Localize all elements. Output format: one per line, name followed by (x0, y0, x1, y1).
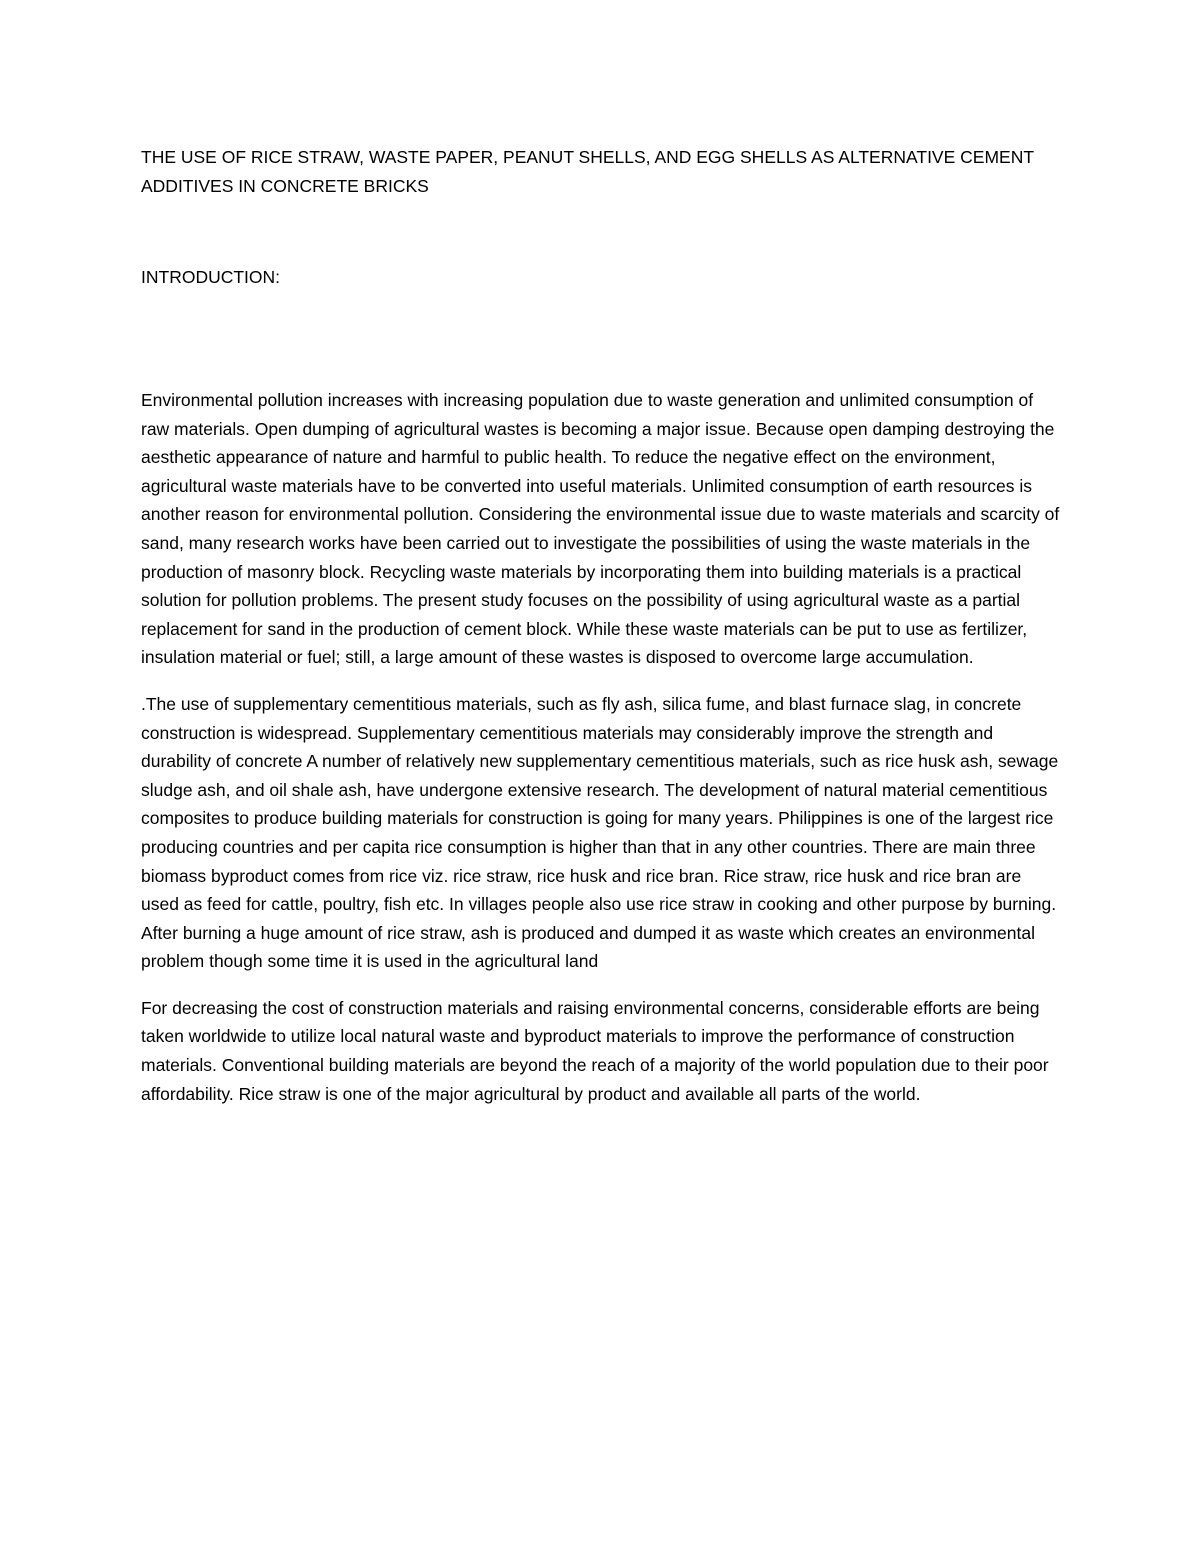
section-heading-introduction: INTRODUCTION: (141, 267, 281, 287)
document-title: THE USE OF RICE STRAW, WASTE PAPER, PEANUT SHELLS, AND EGG SHELLS AS ALTERNATIVE CEMENT ADDITIVES IN CONCRETE BRICKS (141, 147, 1034, 196)
paragraph-supplementary-cementitious: .The use of supplementary cementitious materials, such as fly ash, silica fume, and blast furnace slag, in concrete construction is widespread. Supplementary cementitious materials may considerably improve the strength and durability of concrete A number of relatively new supplementary cementitious materials, such as rice husk ash, sewage sludge ash, and oil shale ash, have undergone extensive research. The development of natural material cementitious composites to produce building materials for construction is going for many years. Philippines is one of the largest rice producing countries and per capita rice consumption is higher than that in any other countries. There are main three biomass byproduct comes from rice viz. rice straw, rice husk and rice bran. Rice straw, rice husk and rice bran are used as feed for cattle, poultry, fish etc. In villages people also use rice straw in cooking and other purpose by burning. After burning a huge amount of rice straw, ash is produced and dumped it as waste which creates an environmental problem though some time it is used in the agricultural land (141, 693, 1059, 972)
paragraph-construction-cost: For decreasing the cost of construction materials and raising environmental concerns, considerable efforts are being taken worldwide to utilize local natural waste and byproduct materials to improve the performance of construction materials. Conventional building materials are beyond the reach of a majority of the world population due to their poor affordability. Rice straw is one of the major agricultural by product and available all parts of the world. (141, 997, 1049, 1104)
paragraph-environmental-pollution: Environmental pollution increases with increasing population due to waste generation and unlimited consumption of raw materials. Open dumping of agricultural wastes is becoming a major issue. Because open damping destroying the aesthetic appearance of nature and harmful to public health. To reduce the negative effect on the environment, agricultural waste materials have to be converted into useful materials. Unlimited consumption of earth resources is another reason for environmental pollution. Considering the environmental issue due to waste materials and scarcity of sand, many research works have been carried out to investigate the possibilities of using the waste materials in the production of masonry block. Recycling waste materials by incorporating them into building materials is a practical solution for pollution problems. The present study focuses on the possibility of using agricultural waste as a partial replacement for sand in the production of cement block. While these waste materials can be put to use as fertilizer, insulation material or fuel; still, a large amount of these wastes is disposed to overcome large accumulation. (141, 390, 1060, 668)
document-body (141, 143, 1061, 1108)
